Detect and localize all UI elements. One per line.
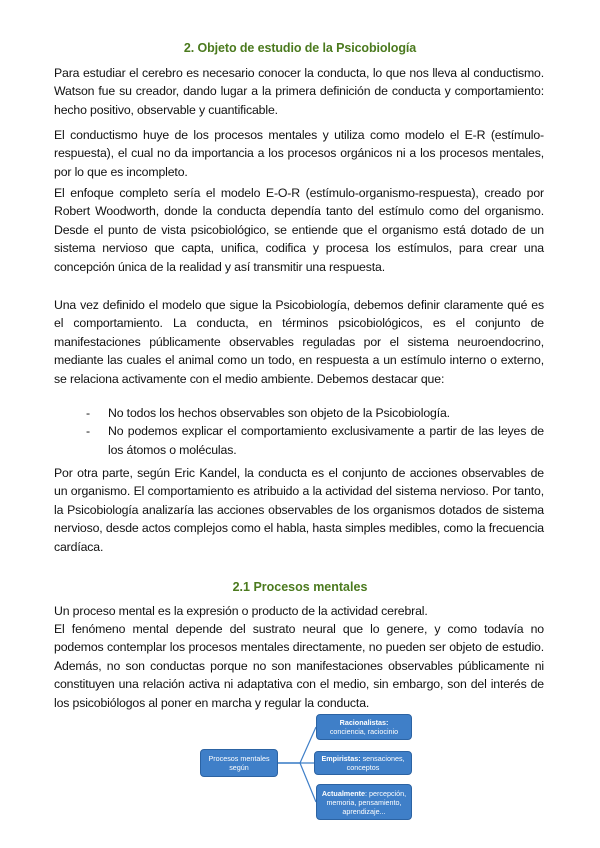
node-heading: Empiristas: bbox=[321, 754, 361, 763]
diagram-node-empiristas bbox=[314, 751, 412, 775]
node-heading: Actualmente bbox=[321, 788, 365, 798]
node-text: sensaciones, conceptos bbox=[346, 754, 405, 772]
paragraph-proceso-mental: Un proceso mental es la expresión o producto de la actividad cerebral. bbox=[54, 604, 428, 618]
connector-actualmente bbox=[278, 763, 316, 802]
paragraph-comportamiento: Una vez definido el modelo que sigue la Psicobiología, debemos definir claramente qué es el comportamiento. La conducta, en términos psicobiológicos, es el conjunto de manifestaciones públicamente observables reguladas por el sistema neuroendocrino, mediante las cuales el animal como un todo, en respuesta a un estímulo interno o externo, se relaciona activamente con el medio ambiente. Debemos destacar que: bbox=[54, 298, 544, 386]
diagram-node-racionalistas bbox=[316, 714, 412, 740]
section-title: 2. Objeto de estudio de la Psicobiología bbox=[183, 41, 417, 55]
diagram-node-actualmente bbox=[316, 784, 412, 820]
paragraph-modelo-er: El conductismo huye de los procesos mentales y utiliza como modelo el E-R (estímulo-respuesta), el cual no da importancia a los procesos orgánicos ni a los procesos mentales, por lo que es incompleto. bbox=[54, 128, 544, 179]
paragraph-fenomeno-mental: El fenómeno mental depende del sustrato neural que lo genere, y como todavía no podemos contemplar los procesos mentales directamente, no pueden ser objeto de estudio. Además, no son conductas porque no son manifestaciones observables públicamente ni constituyen una relación activa ni adaptativa con el medio, sin embargo, son del interés de los psicobiólogos al poner en marcha y regular la conducta. bbox=[54, 622, 544, 710]
node-heading: Racionalistas: bbox=[339, 718, 389, 727]
node-text: : percepción, memoria, pensamiento, aprendizaje... bbox=[326, 788, 407, 816]
bullet-list bbox=[86, 404, 544, 459]
subsection-title: 2.1 Procesos mentales bbox=[232, 580, 368, 594]
diagram-root-label: Procesos mentales según bbox=[208, 754, 270, 772]
paragraph-conductismo: Para estudiar el cerebro es necesario conocer la conducta, lo que nos lleva al conductismo. Watson fue su creador, dando lugar a la primera definición de conducta y comportamiento: hecho positivo, observable y cuantificable. bbox=[54, 66, 544, 117]
list-item: - No podemos explicar el comportamiento exclusivamente a partir de las leyes de los átomos o moléculas. bbox=[86, 422, 544, 459]
paragraph-kandel: Por otra parte, según Eric Kandel, la conducta es el conjunto de acciones observables de un organismo. El comportamiento es atribuido a la actividad del sistema nervioso. Por tanto, la Psicobiología analizaría las acciones observables de los organismos dotados de sistema nervioso, desde actos complejos como el habla, hasta simples medibles, como la frecuencia cardíaca. bbox=[54, 466, 544, 554]
connector-racionalistas bbox=[278, 727, 316, 763]
paragraph-modelo-eor: El enfoque completo sería el modelo E-O-R (estímulo-organismo-respuesta), creado por Robert Woodworth, donde la conducta dependía tanto del estímulo como del organismo. Desde el punto de vista psicobiológico, se entiende que el organismo está dotado de un sistema nervioso que capta, unifica, codifica y procesa los estímulos, para crear una concepción única de la realidad y así transmitir una respuesta. bbox=[54, 186, 544, 274]
list-item: - No todos los hechos observables son objeto de la Psicobiología. bbox=[86, 404, 544, 422]
diagram-root-node bbox=[200, 749, 278, 777]
node-text: conciencia, raciocinio bbox=[329, 727, 399, 736]
